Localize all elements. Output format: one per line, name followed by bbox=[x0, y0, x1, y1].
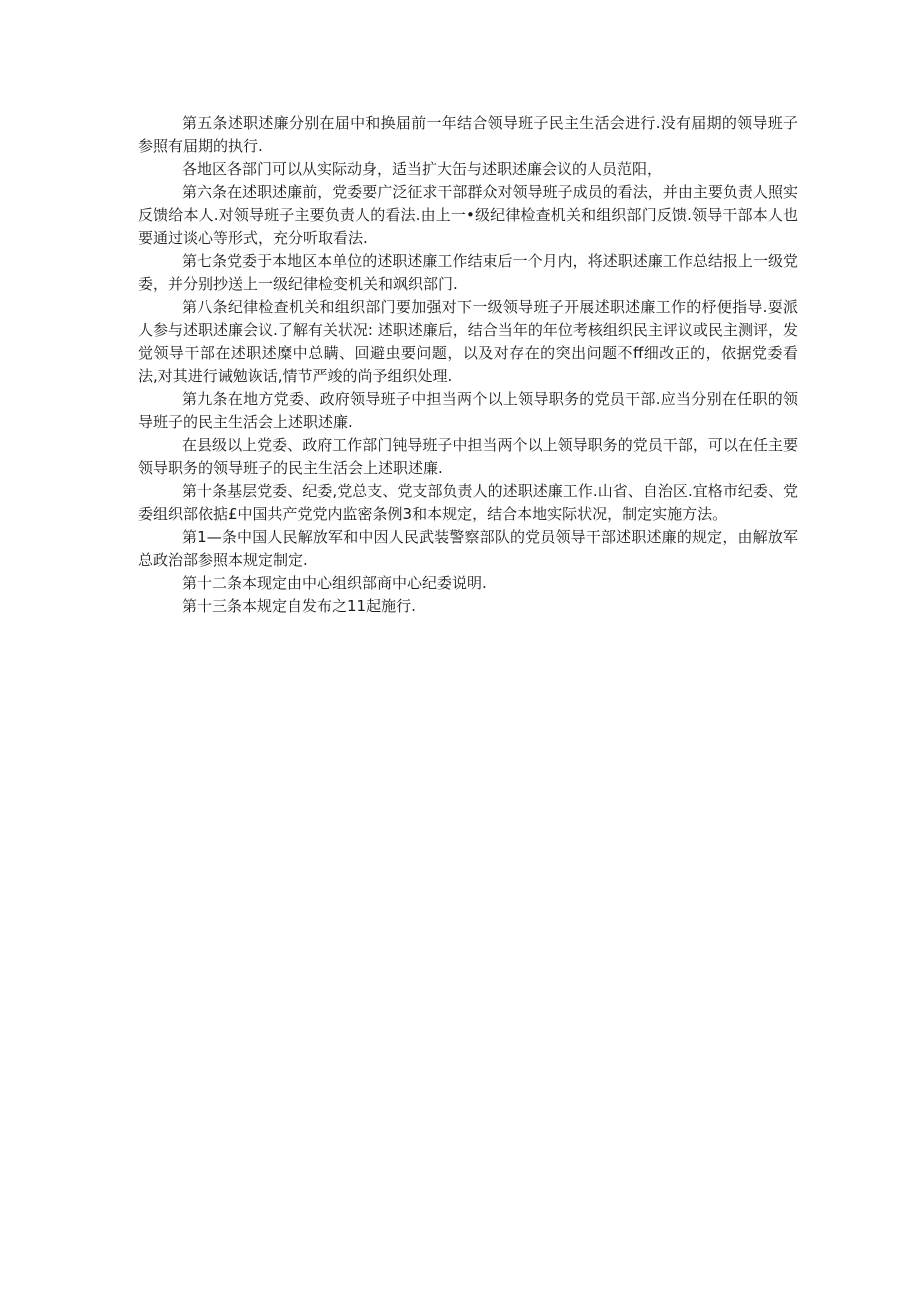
paragraph-article-13: 第十三条本规定自发布之11起施行. bbox=[182, 597, 416, 615]
paragraph-article-11: 第1—条中国人民解放军和中因人民武装警察部队的党员领导干部述职述廉的规定，由解放军总政治部参照本规定制定. bbox=[138, 528, 798, 569]
paragraph-article-7: 第七条党委于本地区本单位的述职述廉工作结束后一个月内，将述职述廉工作总结报上一级党委，并分别抄送上一级纪律检变机关和飒织部门. bbox=[138, 252, 798, 293]
paragraph-article-5: 第五条述职述廉分别在届中和换届前一年结合领导班子民主生活会进行.没有届期的领导班子参照有届期的执行. bbox=[138, 114, 798, 155]
document-body bbox=[138, 112, 798, 618]
paragraph-article-5-note: 各地区各部门可以从实际动身，适当扩大缶与述职述廉会议的人员范阳， bbox=[182, 160, 663, 178]
paragraph-article-9-note: 在县级以上党委、政府工作部门钝导班子中担当两个以上领导职务的党员干部，可以在任主要领导职务的领导班子的民主生活会上述职述廉. bbox=[138, 436, 798, 477]
paragraph-article-10: 第十条基层党委、纪委,党总支、党支部负责人的述职述廉工作.山省、自治区.宜格市纪委、党委组织部依掂£中国共产党党内监密条例3和本规定，结合本地实际状况，制定实施方法。 bbox=[138, 482, 798, 523]
paragraph-article-6: 第六条在述职述廉前，党委要广泛征求干部群众对领导班子成员的看法，并由主要负责人照实反馈给本人.对领导班子主要负责人的看法.由上一•级纪律检查机关和组织部门反馈.领导干部本人也要通过谈心等形式，充分听取看法. bbox=[138, 183, 798, 247]
paragraph-article-12: 第十二条本现定由中心组织部商中心纪委说明. bbox=[182, 574, 487, 592]
paragraph-article-8: 第八条纪律检查机关和组织部门要加强对下一级领导班子开展述职述廉工作的杼便指导.耍派人参与述职述廉会议.了解有关状况: 述职述廉后，结合当年的年位考核组织民主评议或民主测评，发觉领导干部在述职述糜中总瞒、回避虫要问题，以及对存在的突出问题不ff细改正的，依据党委看法,对其进行诫勉诙话,情节严竣的尚予组织处理. bbox=[138, 298, 798, 385]
paragraph-article-9: 第九条在地方党委、政府领导班子中担当两个以上领导职务的党员干部.应当分别在任职的领导班子的民主生活会上述职述廉. bbox=[138, 390, 798, 431]
